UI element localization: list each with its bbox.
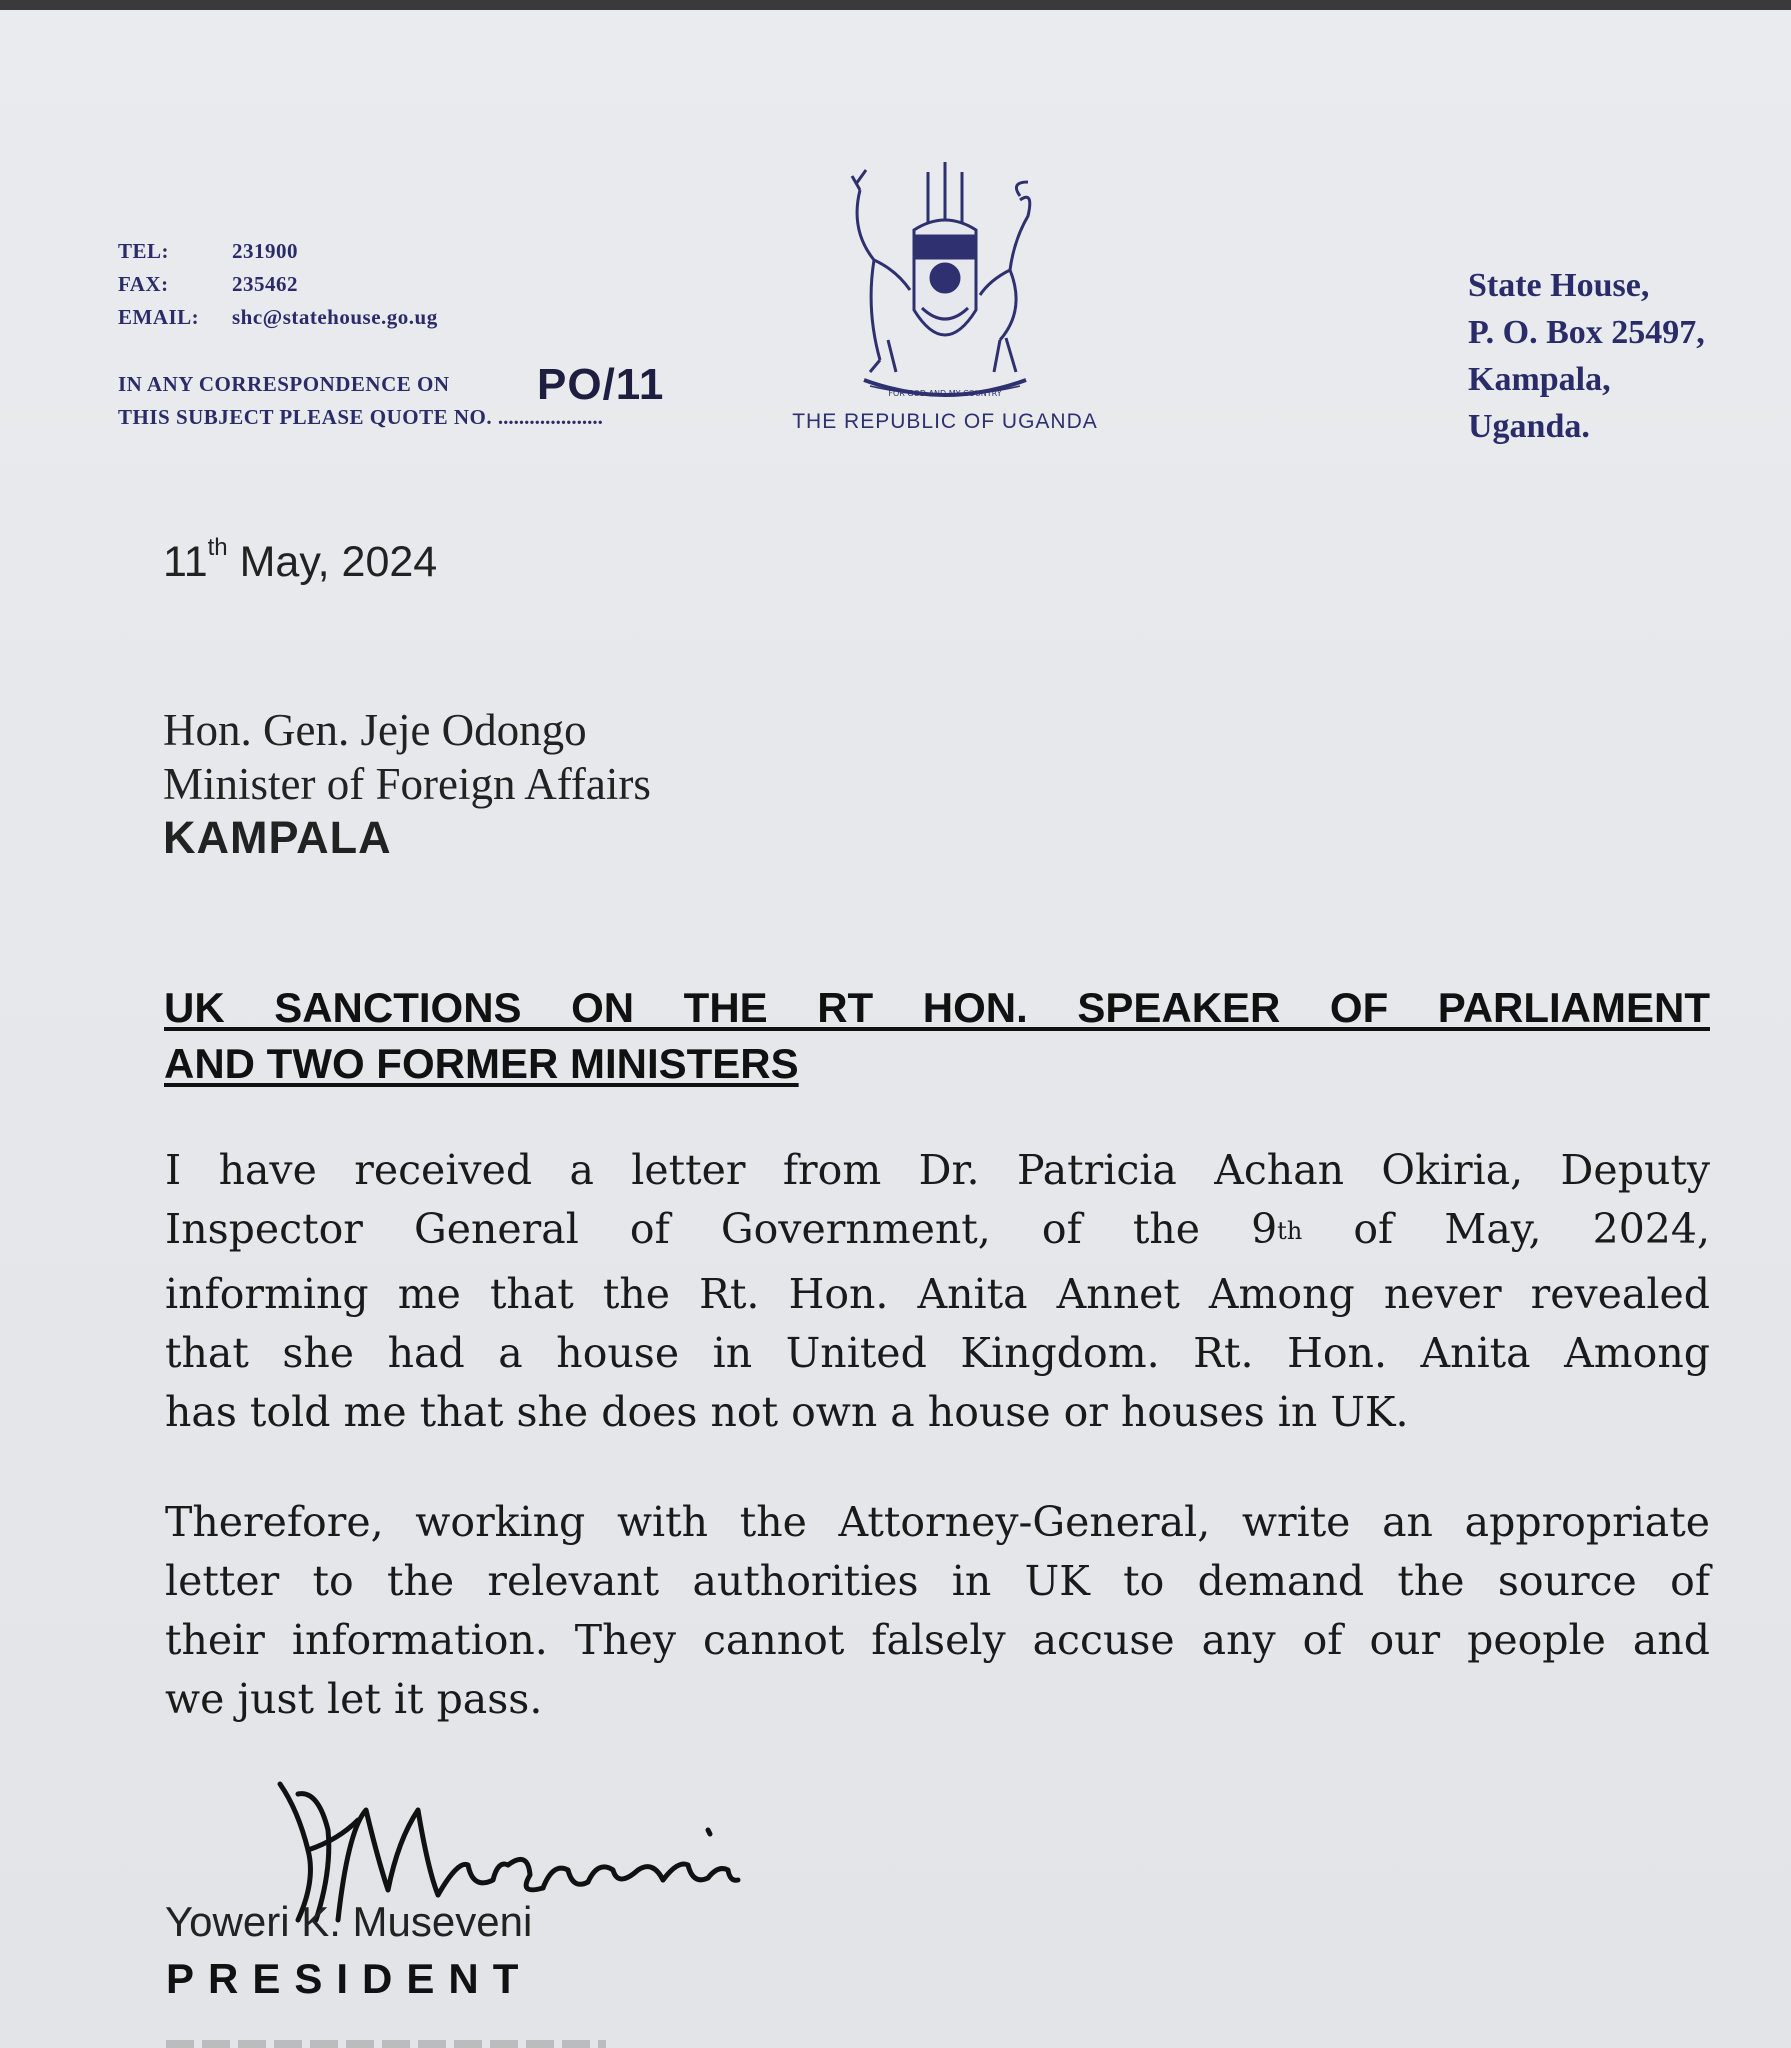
- letter-date: [163, 533, 438, 587]
- recipient-block: [163, 703, 651, 865]
- coat-of-arms-icon: [830, 160, 1060, 410]
- recipient-city: KAMPALA: [163, 812, 392, 863]
- contact-email: [118, 301, 438, 334]
- contact-value: shc@statehouse.go.ug: [232, 305, 438, 329]
- body-line: I have received a letter from Dr. Patricia Achan Okiria, Deputy: [165, 1146, 1710, 1194]
- contact-tel: [118, 235, 438, 268]
- address-line: Uganda.: [1468, 408, 1590, 445]
- body-line: has told me that she does not own a house or houses in UK.: [165, 1388, 1409, 1436]
- address-block: [1468, 262, 1705, 450]
- crest-motto: FOR GOD AND MY COUNTRY: [888, 389, 1002, 398]
- address-line: Kampala,: [1468, 361, 1611, 398]
- quote-instruction: [118, 368, 603, 434]
- republic-label: THE REPUBLIC OF UGANDA: [792, 410, 1098, 433]
- body-line: that she had a house in United Kingdom. Rt. Hon. Anita Among: [165, 1329, 1710, 1377]
- contact-value: 235462: [232, 272, 298, 296]
- body-paragraph-2: [165, 1493, 1710, 1729]
- body-line: informing me that the Rt. Hon. Anita Annet Among never revealed: [165, 1270, 1710, 1318]
- signatory-title: PRESIDENT: [166, 1955, 533, 2002]
- contact-block: [118, 235, 438, 334]
- body-text: Inspector General of Government, of the 9: [165, 1205, 1278, 1253]
- subject-line-1: UK SANCTIONS ON THE RT HON. SPEAKER OF PARLIAMENT: [164, 984, 1710, 1031]
- quote-line-2: THIS SUBJECT PLEASE QUOTE NO.: [118, 405, 493, 429]
- quote-dots: ....................: [497, 405, 603, 429]
- contact-fax: [118, 268, 438, 301]
- address-line: P. O. Box 25497,: [1468, 314, 1705, 351]
- contact-label: FAX:: [118, 272, 169, 296]
- signatory-name: Yoweri K. Museveni: [165, 1898, 533, 1945]
- body-paragraph-1: [165, 1141, 1710, 1442]
- recipient-position: Minister of Foreign Affairs: [163, 759, 651, 809]
- bleed-through-text: [166, 2040, 606, 2048]
- body-line: their information. They cannot falsely accuse any of our people and: [165, 1616, 1710, 1664]
- letter-page: [0, 10, 1791, 2048]
- date-suffix: th: [207, 533, 228, 561]
- ordinal-suffix: th: [1277, 1217, 1303, 1245]
- contact-value: 231900: [232, 239, 298, 263]
- body-line: letter to the relevant authorities in UK to demand the source of: [165, 1557, 1710, 1605]
- body-line: [165, 1200, 1710, 1265]
- contact-label: TEL:: [118, 239, 170, 263]
- subject-heading: [164, 980, 1710, 1092]
- body-line: we just let it pass.: [165, 1675, 543, 1723]
- body-line: Therefore, working with the Attorney-General, write an appropriate: [165, 1498, 1710, 1546]
- subject-line-2: AND TWO FORMER MINISTERS: [164, 1040, 799, 1087]
- date-rest: May, 2024: [239, 538, 438, 586]
- contact-label: EMAIL:: [118, 305, 200, 329]
- recipient-name: Hon. Gen. Jeje Odongo: [163, 705, 587, 755]
- reference-number: PO/11: [537, 360, 665, 409]
- address-line: State House,: [1468, 267, 1650, 304]
- body-text: of May, 2024,: [1302, 1205, 1710, 1253]
- date-day: 11: [163, 538, 208, 586]
- quote-line-1: IN ANY CORRESPONDENCE ON: [118, 372, 450, 396]
